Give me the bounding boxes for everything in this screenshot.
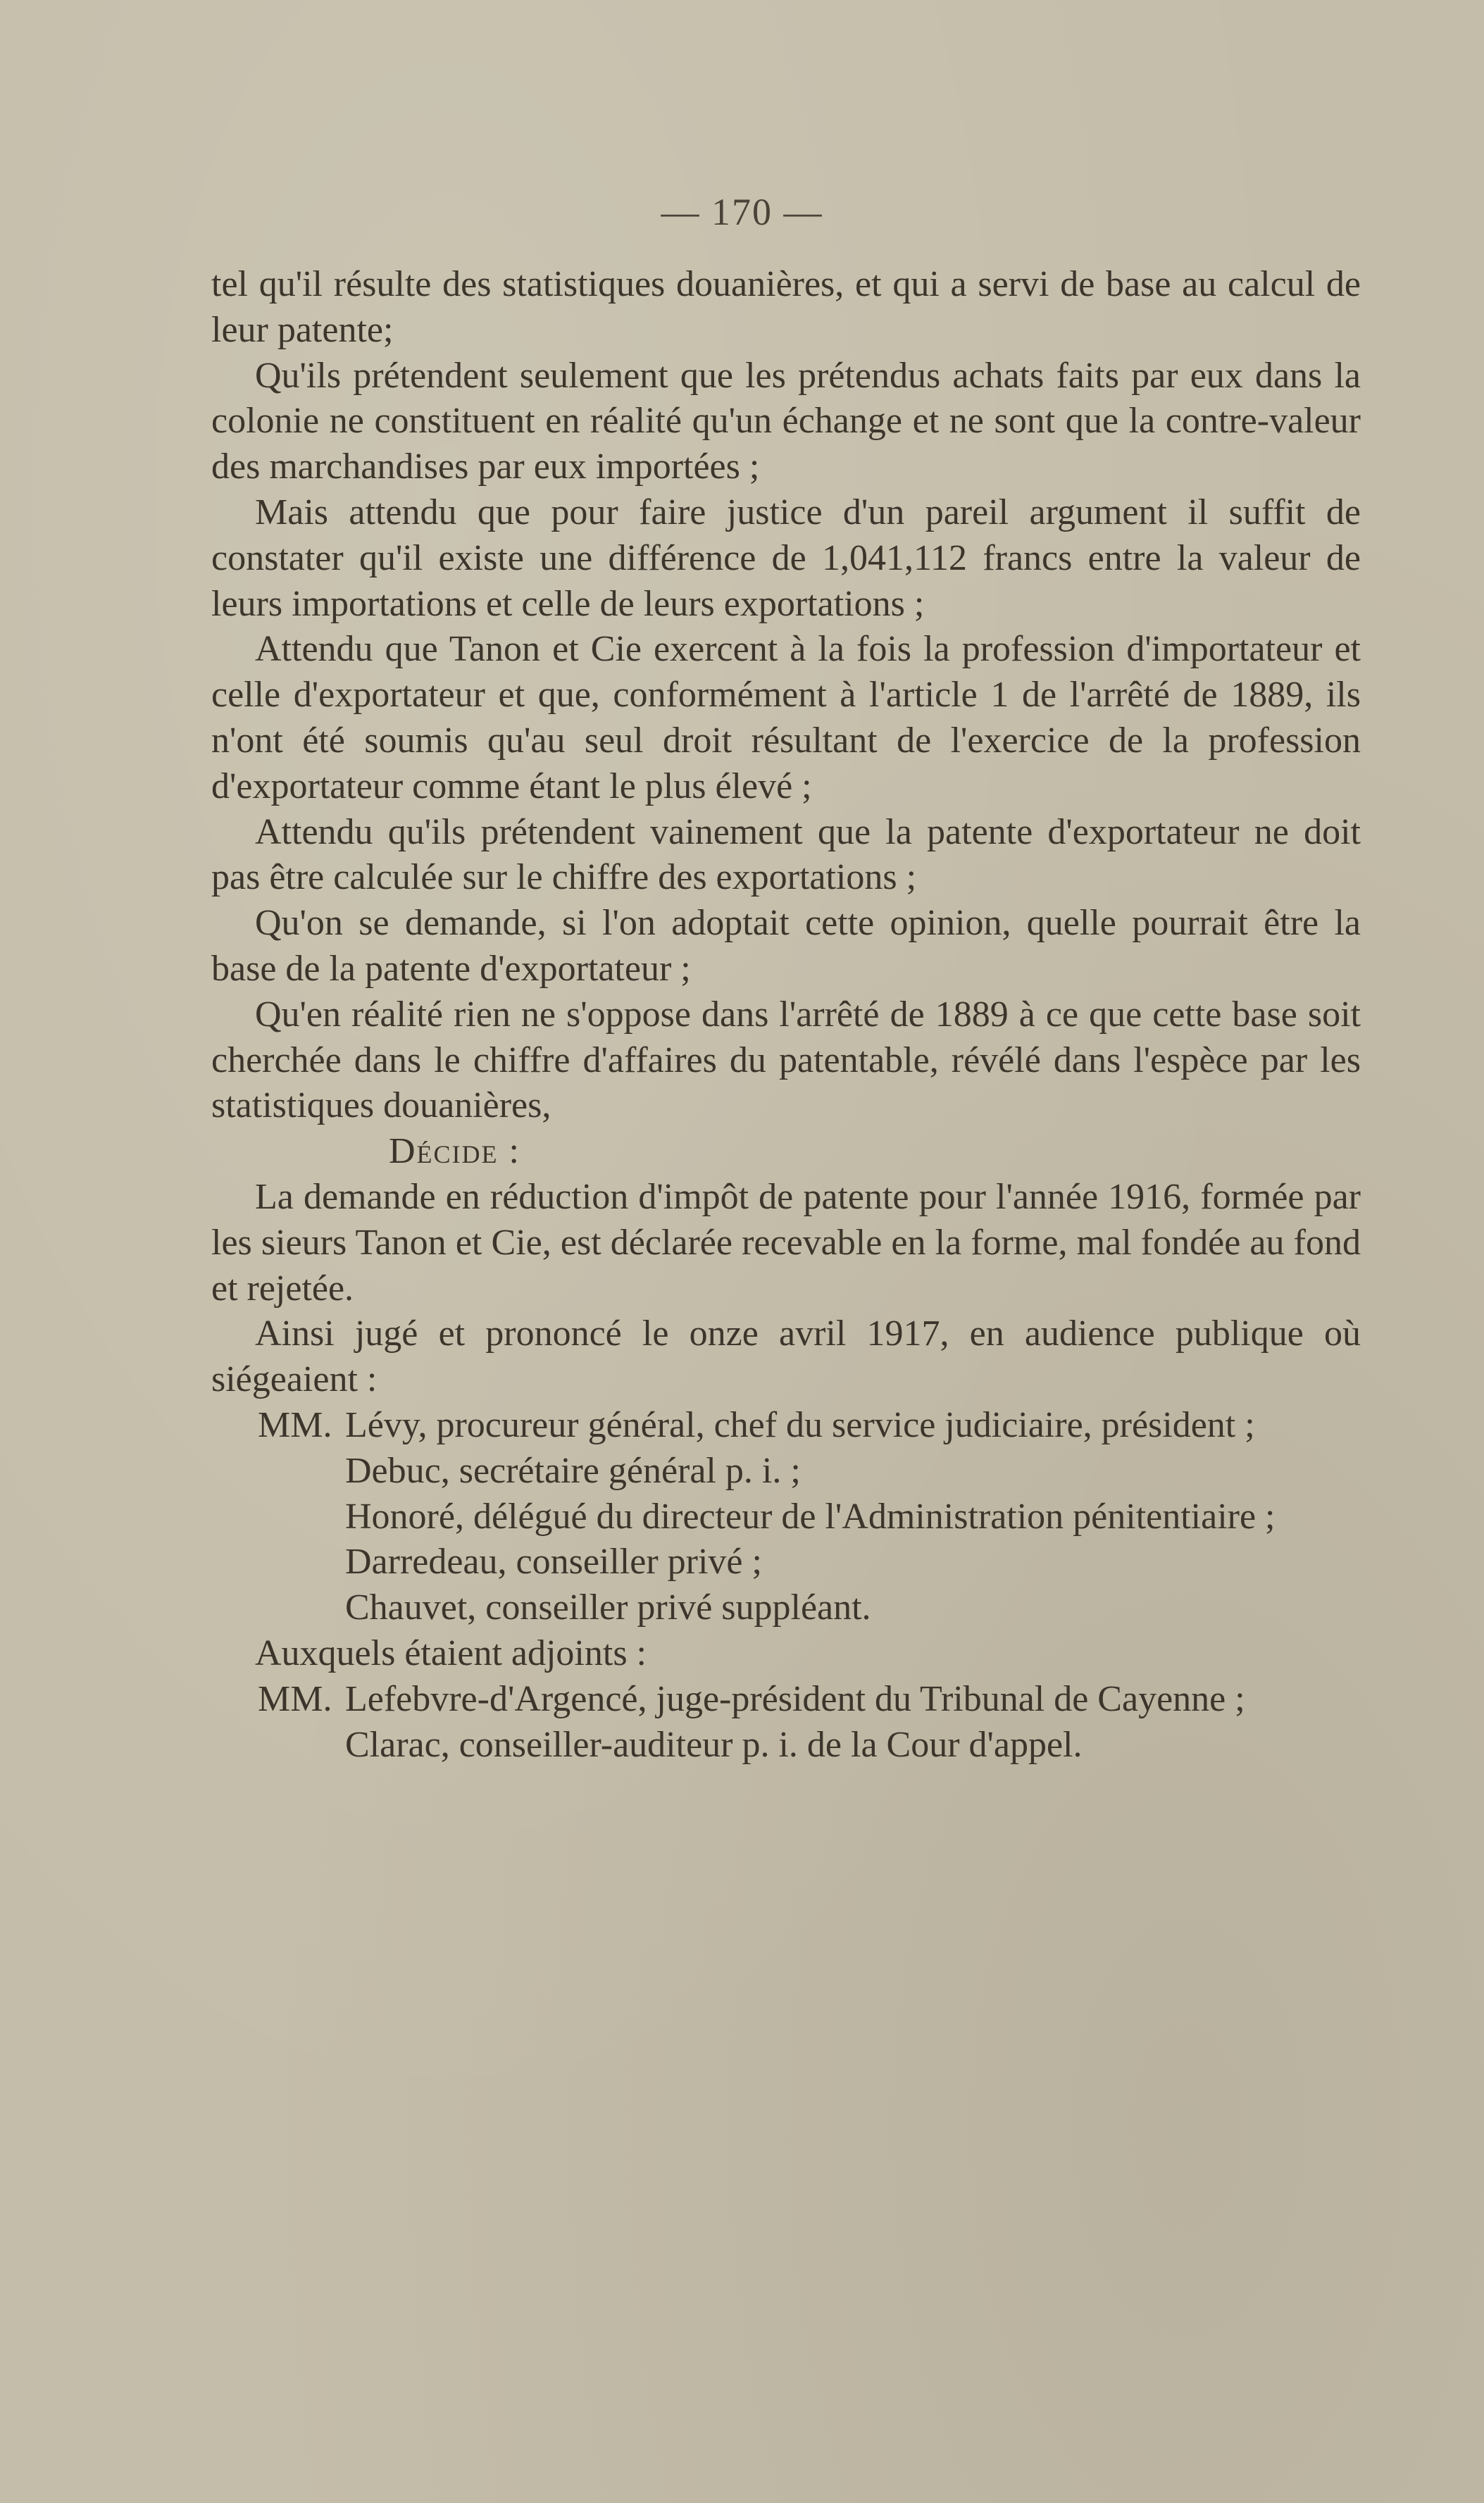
- member-entry: [211, 1449, 1361, 1494]
- adjoint-text: Clarac, conseiller-auditeur p. i. de la Cour d'appel.: [345, 1724, 1083, 1765]
- adjoint-entry: [211, 1723, 1361, 1768]
- adjoint-entry: [211, 1677, 1361, 1723]
- adjoints-prefix: MM.: [258, 1678, 332, 1719]
- member-entry: [211, 1540, 1361, 1585]
- adjoint-text: Lefebvre-d'Argencé, juge-président du Tribunal de Cayenne ;: [345, 1678, 1245, 1719]
- page-number: — 170 —: [661, 191, 823, 233]
- member-text: Chauvet, conseiller privé suppléant.: [345, 1587, 871, 1628]
- adjoints-intro: Auxquels étaient adjoints :: [255, 1633, 647, 1673]
- member-entry: [211, 1494, 1361, 1540]
- paragraph: Qu'on se demande, si l'on adoptait cette opinion, quelle pourrait être la base de la patente d'exportateur ;: [211, 903, 1361, 989]
- member-text: Lévy, procureur général, chef du service judiciaire, président ;: [345, 1404, 1255, 1445]
- paragraph: Qu'en réalité rien ne s'oppose dans l'arrêté de 1889 à ce que cette base soit cherchée dans le chiffre d'affaires du patentable, révélé dans l'espèce par les statistiques douanières,: [211, 994, 1361, 1126]
- decide-heading: [211, 1129, 1361, 1175]
- paragraph: Qu'ils prétendent seulement que les prétendus achats faits par eux dans la colonie ne constituent en réalité qu'un échange et ne sont que la contre-valeur des marchandises par eux importées ;: [211, 355, 1361, 487]
- members-prefix: MM.: [258, 1404, 332, 1445]
- paragraph: Attendu qu'ils prétendent vainement que la patente d'exportateur ne doit pas être calculée sur le chiffre des exportations ;: [211, 811, 1361, 898]
- decide-label: Décide :: [389, 1131, 520, 1172]
- paragraph: Mais attendu que pour faire justice d'un pareil argument il suffit de constater qu'il existe une différence de 1,041,112 francs entre la valeur de leurs importations et celle de leurs exportations ;: [211, 492, 1361, 624]
- member-text: Honoré, délégué du directeur de l'Administration pénitentiaire ;: [345, 1496, 1276, 1537]
- member-entry: [211, 1403, 1361, 1449]
- members-list: [211, 1403, 1361, 1631]
- member-text: Darredeau, conseiller privé ;: [345, 1542, 762, 1583]
- decision-paragraph: La demande en réduction d'impôt de patente pour l'année 1916, formée par les sieurs Tanon et Cie, est déclarée recevable en la forme, mal fondée au fond et rejetée.: [211, 1176, 1361, 1309]
- adjoints-list: [211, 1677, 1361, 1768]
- paragraph: Attendu que Tanon et Cie exercent à la fois la profession d'importateur et celle d'exportateur et que, conformément à l'article 1 de l'arrêté de 1889, ils n'ont été soumis qu'au seul droit résultant de l'exercice de la profession d'exportateur comme étant le plus élevé ;: [211, 629, 1361, 806]
- decision-paragraph: Ainsi jugé et prononcé le onze avril 1917, en audience publique où siégeaient :: [211, 1313, 1361, 1400]
- member-entry: [211, 1585, 1361, 1631]
- body-text: [211, 262, 1361, 1768]
- paragraph: tel qu'il résulte des statistiques douanières, et qui a servi de base au calcul de leur patente;: [211, 264, 1361, 350]
- member-text: Debuc, secrétaire général p. i. ;: [345, 1450, 801, 1491]
